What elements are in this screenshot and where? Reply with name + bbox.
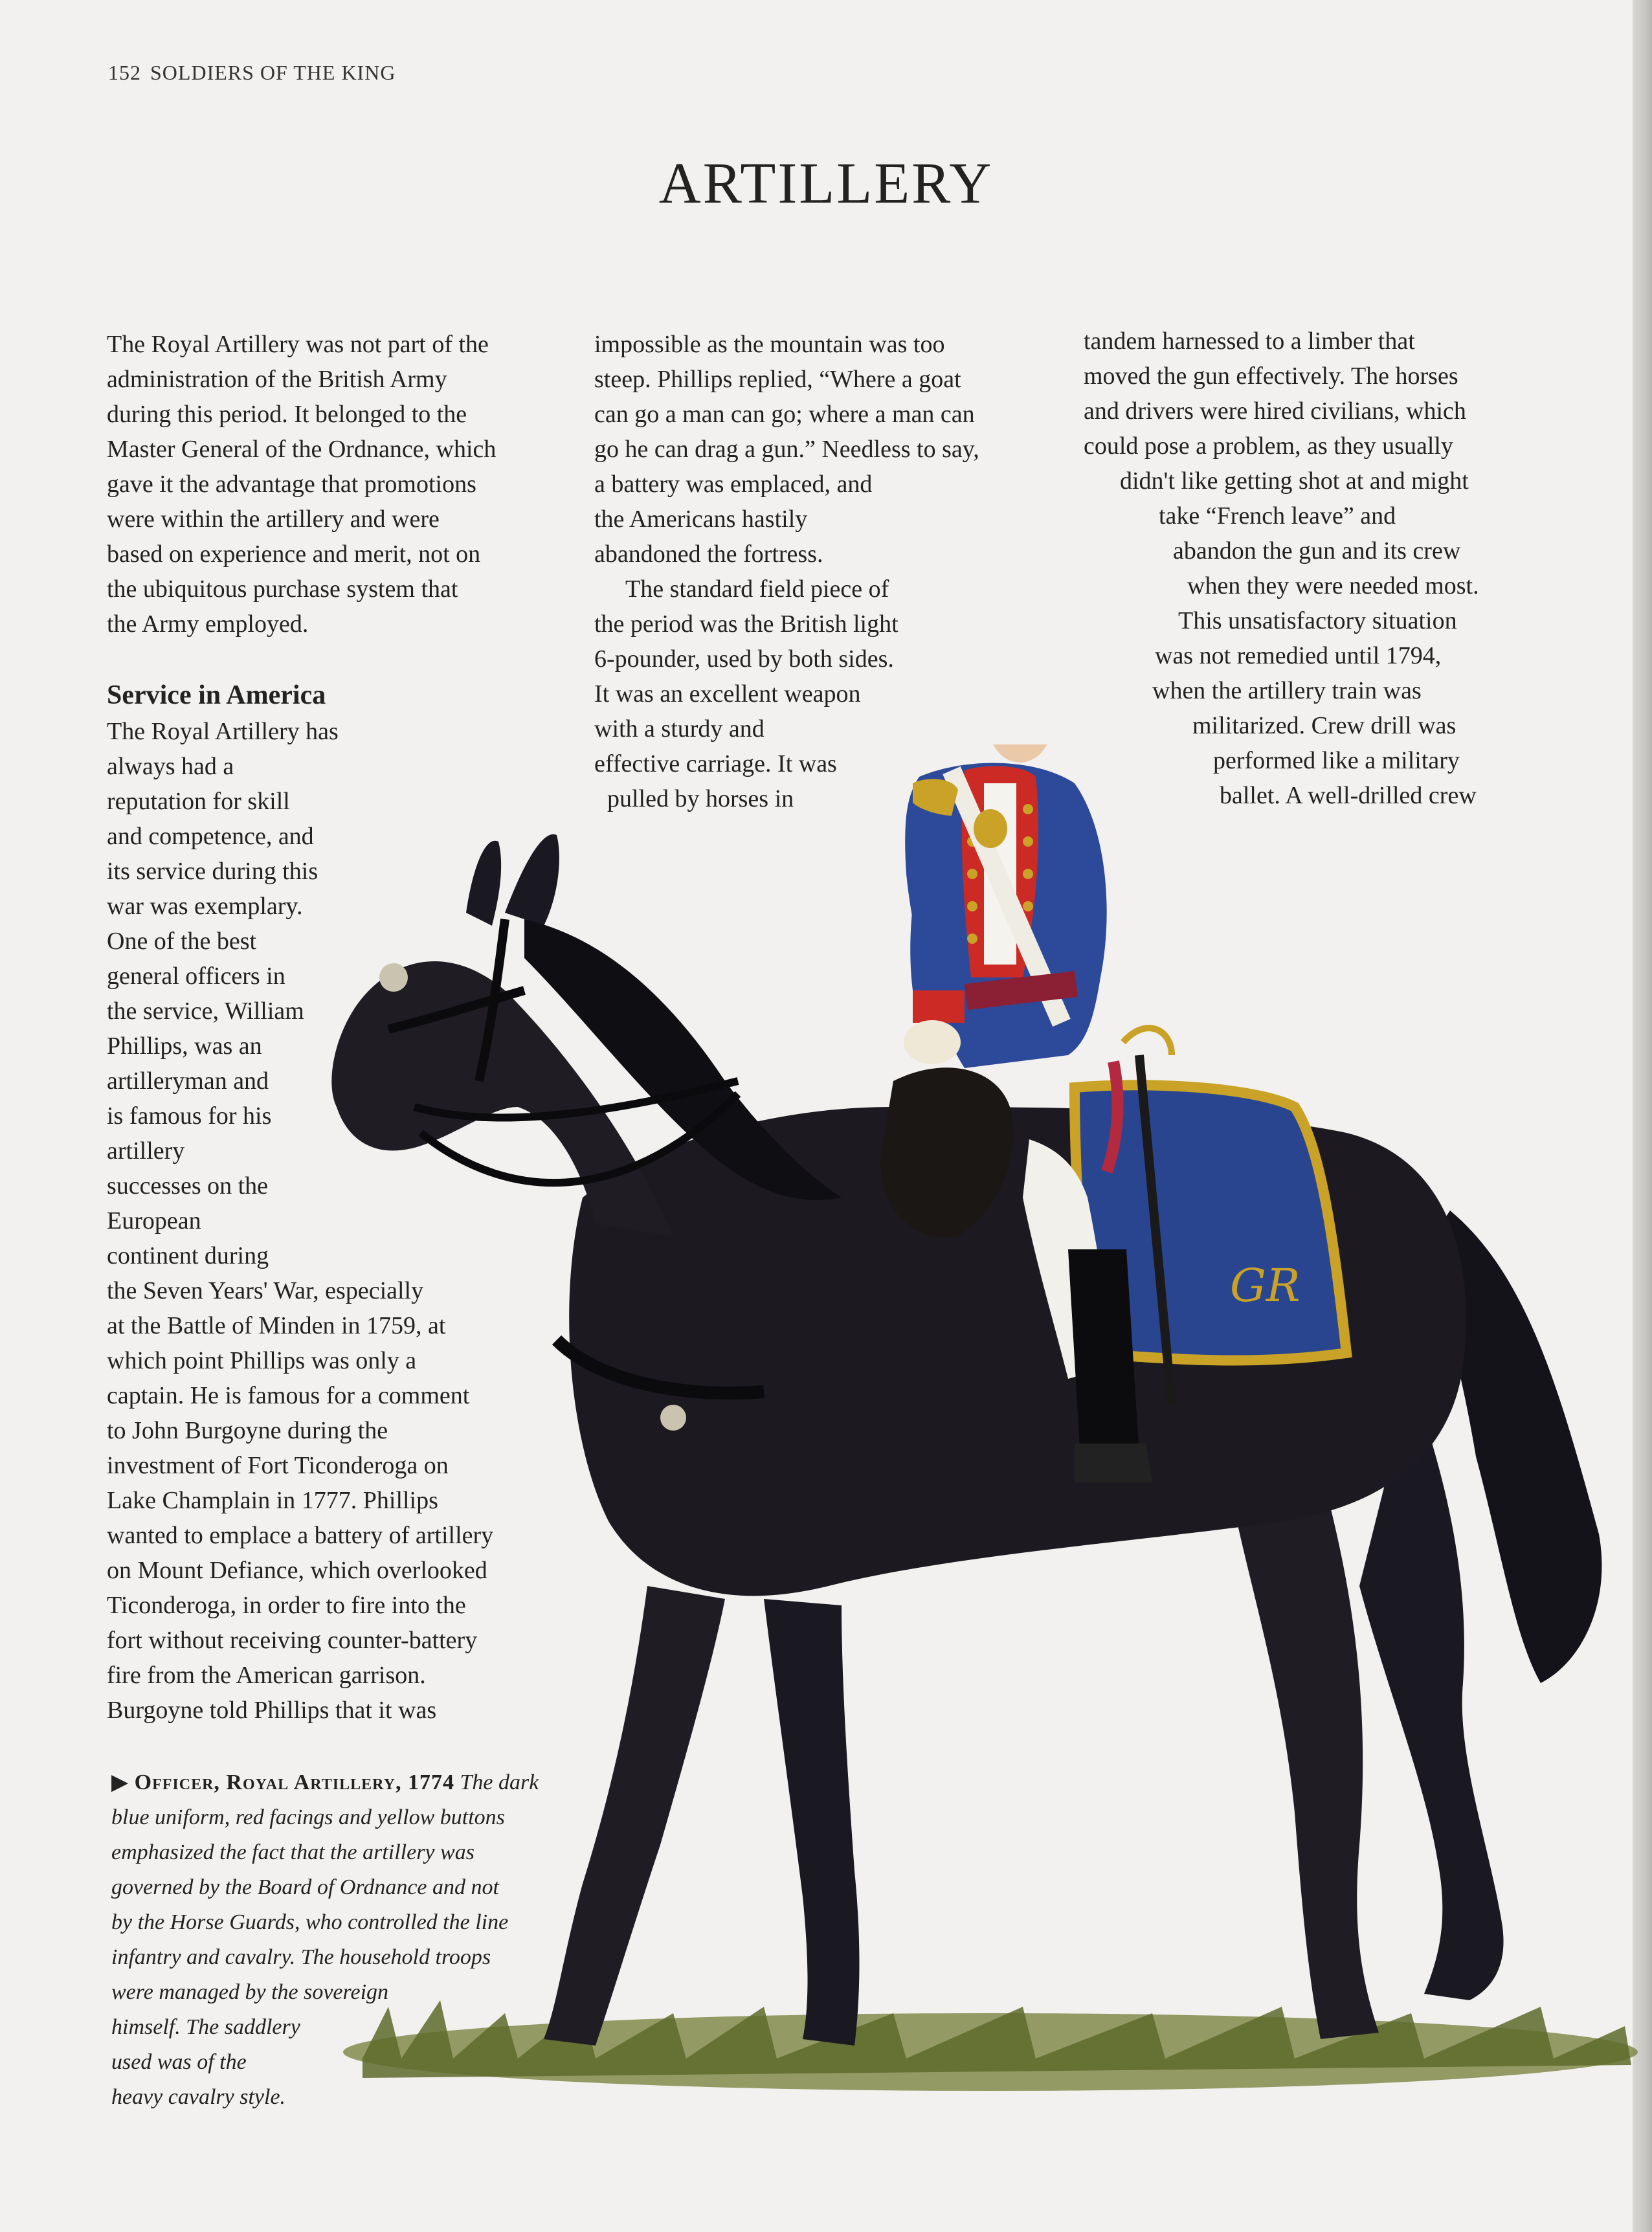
column-2 [594, 327, 979, 816]
text-line: abandoned the fortress. [594, 541, 823, 568]
text-line: captain. He is famous for a comment [107, 1382, 470, 1409]
text-line: always had a [107, 753, 234, 780]
text-line: performed like a military [1213, 747, 1460, 774]
text-line: The Royal Artillery was not part of the [107, 331, 489, 358]
text-line: Phillips, was an [107, 1032, 262, 1060]
text-line: militarized. Crew drill was [1192, 712, 1457, 739]
text-line: abandon the gun and its crew [1173, 537, 1461, 564]
text-line: artillery [107, 1137, 185, 1165]
text-line: the ubiquitous purchase system that [107, 575, 458, 603]
text-line: which point Phillips was only a [107, 1347, 417, 1374]
text-line: on Mount Defiance, which overlooked [107, 1557, 487, 1584]
text-line: The standard field piece of [625, 575, 889, 603]
text-line: One of the best [107, 928, 257, 955]
text-line: and competence, and [107, 823, 314, 850]
text-line: the period was the British light [594, 610, 899, 638]
text-line: Master General of the Ordnance, which [107, 436, 497, 463]
text-line: investment of Fort Ticonderoga on [107, 1452, 449, 1479]
text-line: 6-pounder, used by both sides. [594, 645, 894, 673]
text-line: gave it the advantage that promotions [107, 471, 476, 498]
text-line: the Americans hastily [594, 506, 808, 533]
caption-line: The dark [460, 1770, 539, 1794]
text-line: Lake Champlain in 1777. Phillips [107, 1487, 438, 1514]
page-number: 152 [108, 61, 141, 84]
text-line: at the Battle of Minden in 1759, at [107, 1312, 446, 1339]
section-subheading: Service in America [107, 680, 326, 710]
running-title: SOLDIERS OF THE KING [150, 61, 396, 84]
caption-line: infantry and cavalry. The household troops [111, 1945, 491, 1969]
text-line: when they were needed most. [1187, 572, 1479, 599]
caption-line: blue uniform, red facings and yellow buttons [111, 1805, 505, 1829]
caption-line: by the Horse Guards, who controlled the line [111, 1910, 509, 1934]
text-line: war was exemplary. [107, 893, 303, 920]
text-line: can go a man can go; where a man can [594, 401, 975, 428]
caption-line: governed by the Board of Ordnance and not [111, 1875, 499, 1899]
text-line: the service, William [107, 998, 304, 1025]
text-line: continent during [107, 1242, 269, 1269]
rider-head [958, 744, 1120, 763]
caption-line: emphasized the fact that the artillery was [111, 1840, 474, 1864]
text-line: the Seven Years' War, especially [107, 1277, 424, 1304]
text-line: This unsatisfactory situation [1178, 607, 1457, 634]
text-line: was not remedied until 1794, [1155, 642, 1442, 669]
text-line: impossible as the mountain was too [594, 331, 945, 358]
caption-heading: Officer, Royal Artillery, 1774 [134, 1770, 454, 1794]
running-head [108, 61, 396, 85]
illustration-caption [111, 1765, 539, 2115]
text-line: Ticonderoga, in order to fire into the [107, 1592, 466, 1619]
text-line: pulled by horses in [607, 785, 794, 812]
text-line: ballet. A well-drilled crew [1220, 782, 1477, 809]
text-line: general officers in [107, 963, 285, 990]
text-line: Burgoyne told Phillips that it was [107, 1697, 437, 1724]
text-line: to John Burgoyne during the [107, 1417, 388, 1444]
text-line: were within the artillery and were [107, 506, 440, 533]
caption-line: heavy cavalry style. [111, 2085, 286, 2109]
text-line: It was an excellent weapon [594, 680, 861, 708]
text-line: during this period. It belonged to the [107, 401, 467, 428]
text-line: could pose a problem, as they usually [1084, 432, 1453, 460]
text-line: the Army employed. [107, 610, 309, 638]
text-line: tandem harnessed to a limber that [1084, 328, 1415, 355]
caption-line: himself. The saddlery [111, 2015, 300, 2039]
text-line: a battery was emplaced, and [594, 471, 873, 498]
text-line: based on experience and merit, not on [107, 541, 481, 568]
text-line: go he can drag a gun.” Needless to say, [594, 436, 979, 463]
text-line: wanted to emplace a battery of artillery [107, 1522, 494, 1549]
column-3 [1084, 324, 1479, 813]
text-line: when the artillery train was [1152, 677, 1422, 704]
text-line: effective carriage. It was [594, 750, 837, 777]
column-1-intro [107, 327, 496, 642]
page-title: ARTILLERY [658, 151, 994, 216]
text-line: administration of the British Army [107, 366, 447, 393]
caption-line: were managed by the sovereign [111, 1980, 389, 2004]
text-line: successes on the [107, 1172, 269, 1200]
text-line: artilleryman and [107, 1067, 269, 1095]
text-line: fire from the American garrison. [107, 1662, 426, 1689]
text-line: and drivers were hired civilians, which [1084, 397, 1466, 425]
text-line: moved the gun effectively. The horses [1084, 363, 1458, 390]
text-line: fort without receiving counter-battery [107, 1627, 478, 1654]
caption-marker: ▶ [111, 1770, 129, 1794]
text-line: is famous for his [107, 1102, 272, 1130]
text-line: didn't like getting shot at and might [1120, 467, 1469, 495]
text-line: take “French leave” and [1159, 502, 1396, 530]
text-line: reputation for skill [107, 788, 290, 815]
text-line: with a sturdy and [594, 715, 765, 742]
svg-text:GR: GR [1230, 1259, 1300, 1312]
text-line: steep. Phillips replied, “Where a goat [594, 366, 961, 393]
text-line: The Royal Artillery has [107, 718, 339, 745]
caption-line: used was of the [111, 2050, 247, 2074]
text-line: European [107, 1207, 201, 1234]
text-line: its service during this [107, 858, 318, 885]
